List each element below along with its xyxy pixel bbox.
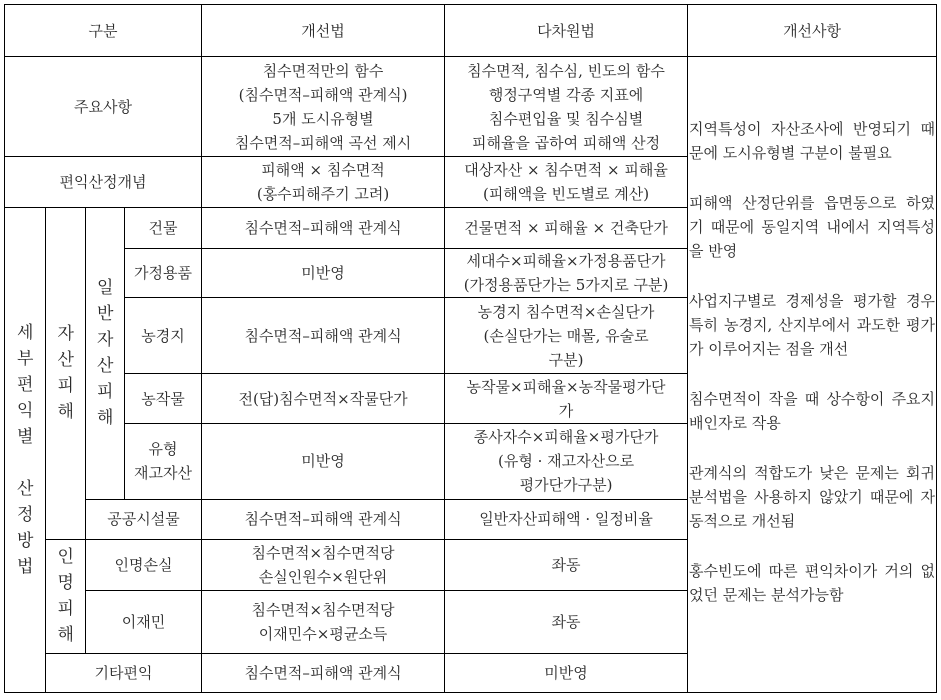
human-damage-label	[46, 539, 86, 653]
concept-improved-cell	[202, 157, 445, 208]
building-multidim: 건물면적 × 피해율 × 건축단가	[445, 208, 688, 249]
row-label-inventory	[125, 423, 202, 499]
cell-line: 5개 도시유형별	[272, 109, 374, 128]
casualty-improved-cell	[202, 539, 445, 590]
cell-line: 침수면적, 침수심, 빈도의 함수	[467, 61, 665, 80]
cell-line: 재고자산	[134, 464, 192, 483]
header-improvements: 개선사항	[688, 5, 937, 57]
main-multidim-cell	[445, 57, 688, 157]
farmland-improved: 침수면적–피해액 관계식	[202, 298, 445, 374]
building-improved: 침수면적–피해액 관계식	[202, 208, 445, 249]
header-multidimensional-method: 다차원법	[445, 5, 688, 57]
cell-line: 유형	[148, 440, 178, 459]
header-category: 구분	[5, 5, 202, 57]
inventory-multidim-cell	[445, 423, 688, 499]
cell-line: 이재민수×평균소득	[258, 624, 388, 643]
public-multidim: 일반자산피해액 · 일정비율	[445, 499, 688, 539]
evacuee-multidim: 좌동	[445, 590, 688, 653]
vertical-label: 일반자산피해	[97, 278, 114, 429]
cell-line: 침수면적–피해액 곡선 제시	[234, 133, 412, 152]
farmland-multidim-cell	[445, 298, 688, 374]
asset-damage-label	[46, 208, 86, 539]
crops-multidim-cell	[445, 374, 688, 423]
cell-line: 구분)	[548, 350, 584, 369]
row-label-crops: 농작물	[125, 374, 202, 423]
note-paragraph: 사업지구별로 경제성을 평가할 경우 특히 농경지, 산지부에서 과도한 평가가 이루어지는 점을 개선	[689, 291, 936, 358]
cell-line: 가	[558, 401, 574, 420]
row-label-casualty: 인명손실	[86, 539, 202, 590]
evacuee-improved-cell	[202, 590, 445, 653]
note-paragraph: 지역특성이 자산조사에 반영되기 때문에 도시유형별 구분이 불필요	[689, 119, 936, 162]
row-label-farmland: 농경지	[125, 298, 202, 374]
cell-line: 손실인원수×원단위	[258, 567, 388, 586]
vertical-label: 자산피해	[57, 324, 74, 423]
note-paragraph: 침수면적이 작을 때 상수항이 주요지배인자로 작용	[689, 389, 936, 432]
other-improved: 침수면적–피해액 관계식	[202, 653, 445, 692]
cell-line: 종사자수×피해율×평가단가	[473, 428, 659, 447]
cell-line: 피해액 × 침수면적	[261, 161, 385, 180]
row-label-other: 기타편익	[46, 653, 202, 692]
cell-line: 행정구역별 각종 지표에	[488, 85, 644, 104]
header-improved-method: 개선법	[202, 5, 445, 57]
other-multidim: 미반영	[445, 653, 688, 692]
vertical-label: 산정방법	[17, 479, 34, 578]
cell-line: (홍수피해주기 고려)	[256, 185, 390, 204]
row-label-building: 건물	[125, 208, 202, 249]
cell-line: 세대수×피해율×가정용품단가	[466, 252, 666, 271]
vertical-label: 인명피해	[57, 547, 74, 646]
concept-multidim-cell	[445, 157, 688, 208]
cell-line: 대상자산 × 침수면적 × 피해율	[464, 161, 668, 180]
cell-line: 침수면적×침수면적당	[251, 543, 395, 562]
cell-line: (손실단가는 매몰, 유술로	[483, 326, 649, 345]
public-improved: 침수면적–피해액 관계식	[202, 499, 445, 539]
inventory-improved: 미반영	[202, 423, 445, 499]
cell-line: 평가단가구분)	[519, 476, 613, 495]
note-paragraph: 홍수빈도에 따른 편익차이가 거의 없었던 문제는 분석가능함	[689, 561, 936, 604]
main-improved-cell	[202, 57, 445, 157]
cell-line: (가정용품단가는 5가지로 구분)	[463, 276, 669, 295]
note-paragraph: 피해액 산정단위를 읍면동으로 하였기 때문에 동일지역 내에서 지역특성을 반영	[689, 193, 936, 260]
cell-line: (침수면적–피해액 관계식)	[238, 85, 408, 104]
household-multidim-cell	[445, 249, 688, 298]
improvements-notes	[688, 57, 937, 693]
cell-line: 피해율을 곱하여 피해액 산정	[471, 133, 661, 152]
cell-line: (피해액을 빈도별로 계산)	[482, 185, 650, 204]
row-label-concept: 편익산정개념	[5, 157, 202, 208]
cell-line: 농경지 침수면적×손실단가	[477, 302, 655, 321]
household-improved: 미반영	[202, 249, 445, 298]
cell-line: 침수면적만의 함수	[262, 61, 384, 80]
cell-line: 침수면적×침수면적당	[251, 600, 395, 619]
row-label-household: 가정용품	[125, 249, 202, 298]
detail-method-label	[5, 208, 46, 693]
cell-line: 침수편입율 및 침수심별	[488, 109, 644, 128]
cell-line: (유형 · 재고자산으로	[498, 452, 635, 471]
row-label-evacuee: 이재민	[86, 590, 202, 653]
casualty-multidim: 좌동	[445, 539, 688, 590]
row-label-public: 공공시설물	[86, 499, 202, 539]
vertical-label: 세부편익별	[17, 323, 34, 448]
crops-improved: 전(답)침수면적×작물단가	[202, 374, 445, 423]
general-asset-label	[86, 208, 125, 499]
cell-line: 농작물×피해율×농작물평가단	[466, 377, 666, 396]
note-paragraph: 관계식의 적합도가 낮은 문제는 회귀분석법을 사용하지 않았기 때문에 자동적으로 개선됨	[689, 463, 936, 530]
row-label-main: 주요사항	[5, 57, 202, 157]
comparison-table	[4, 4, 937, 693]
